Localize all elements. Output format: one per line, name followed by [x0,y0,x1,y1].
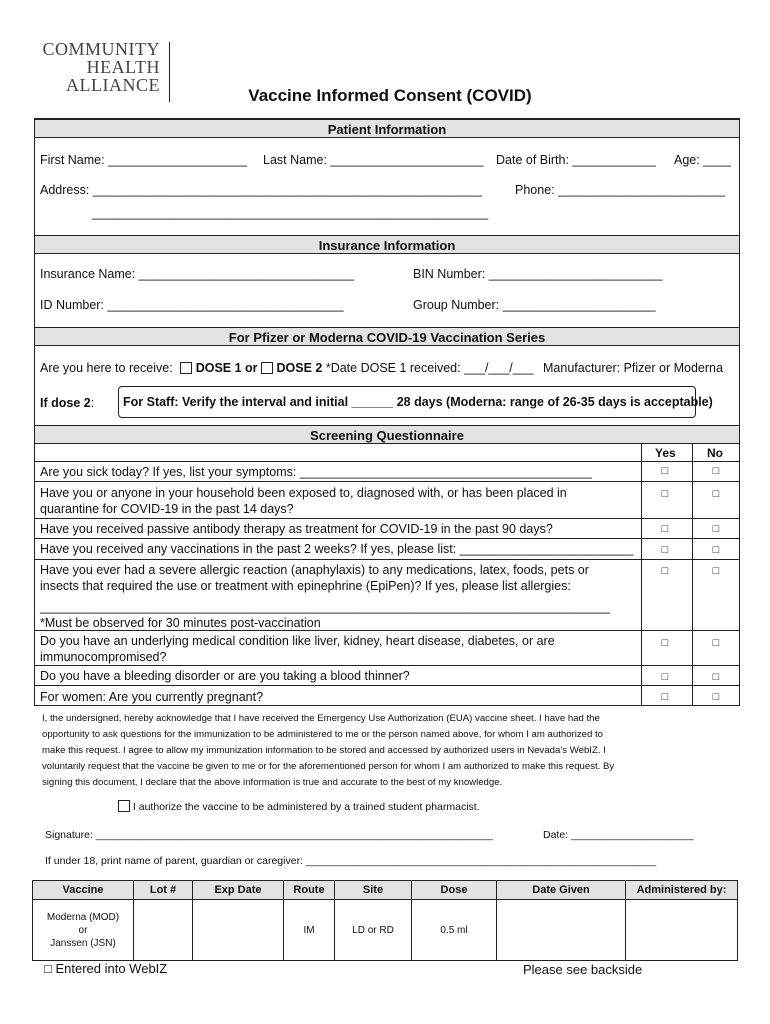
address-line-2[interactable]: _________________________________________________________ [92,206,489,220]
vaccine-option-moderna: Moderna (MOD) [46,911,120,923]
question-medical-condition [40,633,640,665]
grid-line [692,444,693,706]
if-dose-2-colon: : [90,396,95,410]
authorize-checkbox[interactable] [118,800,130,812]
question-pregnant: For women: Are you currently pregnant? [40,690,264,704]
col-date-given: Date Given [497,881,626,900]
q7-yes-checkbox[interactable]: □ [661,671,669,683]
col-dose: Dose [412,881,497,900]
observation-note: *Must be observed for 30 minutes post-vaccination [40,616,321,630]
q1-yes-checkbox[interactable]: □ [661,465,669,477]
q4-yes-checkbox[interactable]: □ [661,544,669,556]
grid-line [35,538,739,539]
question-allergic-line1: Have you ever had a severe allergic reaction (anaphylaxis) to any medications, latex, foods, pets or [40,563,589,577]
bin-number-field[interactable]: BIN Number: _________________________ [413,267,663,281]
cell-site: LD or RD [335,900,412,961]
age-field[interactable]: Age: ____ [674,153,731,167]
q8-yes-checkbox[interactable]: □ [661,691,669,703]
grid-line [641,444,642,706]
question-allergic-reaction [40,562,640,631]
if-dose-2-text: If dose 2 [40,396,91,410]
cell-date-given[interactable] [497,900,626,961]
signature-field[interactable]: Signature: ____________________________________________________________________ [45,829,493,841]
consent-statement [42,711,732,791]
question-vaccinations: Have you received any vaccinations in the past 2 weeks? If yes, please list: _________________________ [40,542,634,556]
phone-field[interactable]: Phone: ________________________ [515,183,725,197]
dose-prompt [40,361,534,375]
grid-line [35,665,739,666]
logo-line-1: COMMUNITY [42,39,160,59]
form-title: Vaccine Informed Consent (COVID) [248,86,532,105]
q5-no-checkbox[interactable]: □ [712,565,720,577]
question-exposed [40,485,640,517]
question-medical-line1: Do you have an underlying medical condition like liver, kidney, heart disease, diabetes, or are [40,634,555,648]
vaccine-or: or [78,924,88,936]
col-lot: Lot # [134,881,193,900]
q7-no-checkbox[interactable]: □ [712,671,720,683]
q5-yes-checkbox[interactable]: □ [661,565,669,577]
consent-line: I, the undersigned, hereby acknowledge that I have received the Emergency Use Authorization (EUA) vaccine sheet. I have had the [42,713,600,724]
question-allergic-line2: insects that required the use or treatment with epinephrine (EpiPen)? If yes, please list allergies: [40,579,571,593]
question-exposed-line2: quarantine for COVID-19 in the past 14 days? [40,502,294,516]
q6-no-checkbox[interactable]: □ [712,637,720,649]
q8-no-checkbox[interactable]: □ [712,691,720,703]
cell-route: IM [284,900,335,961]
col-exp-date: Exp Date [193,881,284,900]
consent-line: make this request. I agree to allow my immunization information to be stored and accessed by authorized users in Nevada’s WebIZ. I [42,745,606,756]
q3-no-checkbox[interactable]: □ [712,523,720,535]
manufacturer-field: Manufacturer: Pfizer or Moderna [543,361,723,375]
col-vaccine: Vaccine [33,881,134,900]
authorize-label: I authorize the vaccine to be administered by a trained student pharmacist. [132,801,480,813]
see-backside-note: Please see backside [523,962,643,977]
insurance-name-field[interactable]: Insurance Name: _______________________________ [40,267,355,281]
if-dose-2-label [40,396,94,410]
section-insurance-information: Insurance Information [35,235,739,254]
section-screening-questionnaire: Screening Questionnaire [35,425,739,444]
cell-dose: 0.5 ml [412,900,497,961]
id-number-field[interactable]: ID Number: __________________________________ [40,298,344,312]
consent-line: opportunity to ask questions for the immunization to be administered to me or the person named above, for whom I am authorized to [42,729,604,740]
cell-exp-date[interactable] [193,900,284,961]
dose-prompt-label: Are you here to receive: [40,361,173,375]
entered-into-webiz[interactable]: □ Entered into WebIZ [44,961,168,976]
question-bleeding-disorder: Do you have a bleeding disorder or are you taking a blood thinner? [40,669,410,683]
grid-line [35,518,739,519]
address-field[interactable]: Address: ________________________________________________________ [40,183,483,197]
dose1-label: DOSE 1 or [195,361,258,375]
grid-line [35,685,739,686]
cell-vaccine [33,900,134,961]
col-site: Site [335,881,412,900]
q3-yes-checkbox[interactable]: □ [661,523,669,535]
grid-line [35,481,739,482]
group-number-field[interactable]: Group Number: ______________________ [413,298,656,312]
date-of-birth-field[interactable]: Date of Birth: ____________ [496,153,656,167]
vaccine-administration-table [32,880,738,961]
question-antibody-therapy: Have you received passive antibody therapy as treatment for COVID-19 in the past 90 days? [40,522,553,536]
allergies-field[interactable]: __________________________________________________________________________________ [40,600,611,614]
section-patient-information: Patient Information [35,119,739,138]
last-name-field[interactable]: Last Name: ______________________ [263,153,484,167]
table-header-row [33,881,738,900]
question-exposed-line1: Have you or anyone in your household been exposed to, diagnosed with, or has been placed in [40,486,567,500]
grid-line [35,461,739,462]
staff-verify-box: For Staff: Verify the interval and initial ______ 28 days (Moderna: range of 26-35 days is acceptable) [118,386,696,418]
dose2-checkbox[interactable] [261,362,273,374]
vaccine-option-janssen: Janssen (JSN) [50,937,116,949]
first-name-field[interactable]: First Name: ____________________ [40,153,248,167]
q6-yes-checkbox[interactable]: □ [661,637,669,649]
col-route: Route [284,881,335,900]
yes-header: Yes [655,446,676,460]
dose1-date-field[interactable]: *Date DOSE 1 received: ___/___/___ [325,361,534,375]
dose2-label: DOSE 2 [276,361,323,375]
q1-no-checkbox[interactable]: □ [712,465,720,477]
col-administered-by: Administered by: [626,881,738,900]
grid-line [35,559,739,560]
authorize-student-pharmacist [118,800,480,813]
consent-line: voluntarily request that the vaccine be given to me or for the aforementioned person for whom I am authorized to make this request. By [42,761,615,772]
guardian-name-field[interactable]: If under 18, print name of parent, guardian or caregiver: ____________________________________________________________ [45,855,657,867]
signature-date-field[interactable]: Date: _____________________ [543,829,694,841]
question-sick-today: Are you sick today? If yes, list your symptoms: __________________________________________ [40,465,592,479]
q2-yes-checkbox[interactable]: □ [661,488,669,500]
cell-lot[interactable] [134,900,193,961]
no-header: No [707,446,723,460]
q4-no-checkbox[interactable]: □ [712,544,720,556]
dose1-checkbox[interactable] [180,362,192,374]
consent-line: signing this document, I declare that the above information is true and accurate to the best of my knowledge. [42,777,503,788]
logo-line-3: ALLIANCE [66,75,160,95]
table-row [33,900,738,961]
question-medical-line2: immunocompromised? [40,650,167,664]
section-vaccination-series: For Pfizer or Moderna COVID-19 Vaccination Series [35,327,739,346]
q2-no-checkbox[interactable]: □ [712,488,720,500]
cell-administered-by[interactable] [626,900,738,961]
logo-line-2: HEALTH [86,57,160,77]
